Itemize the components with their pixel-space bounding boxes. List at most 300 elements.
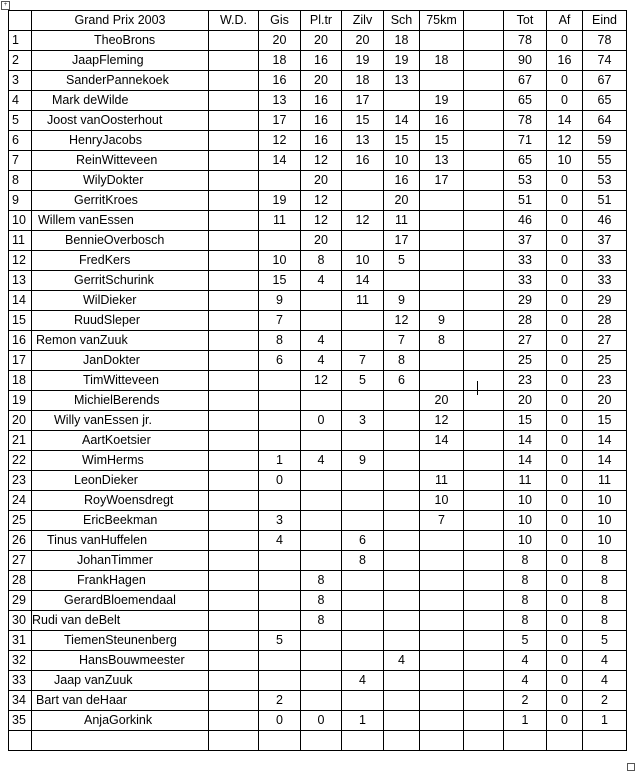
cell-wd[interactable] xyxy=(209,231,259,251)
cell-tot[interactable]: 8 xyxy=(504,611,547,631)
cell-name[interactable]: Rudi van deBelt xyxy=(32,611,209,631)
cell-75km[interactable] xyxy=(420,591,464,611)
cell-name[interactable]: Jaap vanZuuk xyxy=(32,671,209,691)
cell-wd[interactable] xyxy=(209,331,259,351)
cell-zilv[interactable] xyxy=(342,731,384,751)
cell-gis[interactable] xyxy=(259,431,301,451)
cell-af[interactable]: 0 xyxy=(547,71,583,91)
cell-eind[interactable]: 64 xyxy=(583,111,627,131)
cell-pltr[interactable] xyxy=(301,511,342,531)
cell-pltr[interactable] xyxy=(301,691,342,711)
cell-gis[interactable]: 7 xyxy=(259,311,301,331)
cell-tot[interactable]: 27 xyxy=(504,331,547,351)
cell-wd[interactable] xyxy=(209,531,259,551)
cell-name[interactable]: FrankHagen xyxy=(32,571,209,591)
cell-gis[interactable]: 5 xyxy=(259,631,301,651)
cell-pltr[interactable]: 8 xyxy=(301,591,342,611)
cell-af[interactable]: 0 xyxy=(547,611,583,631)
cell-eind[interactable]: 14 xyxy=(583,451,627,471)
cell-name[interactable]: LeonDieker xyxy=(32,471,209,491)
cell-af[interactable]: 0 xyxy=(547,431,583,451)
cell-eind[interactable]: 67 xyxy=(583,71,627,91)
cell-eind[interactable]: 37 xyxy=(583,231,627,251)
cell-blank[interactable] xyxy=(464,211,504,231)
cell-name[interactable]: HenryJacobs xyxy=(32,131,209,151)
cell-wd[interactable] xyxy=(209,151,259,171)
cell-name[interactable]: ReinWitteveen xyxy=(32,151,209,171)
cell-af[interactable]: 0 xyxy=(547,491,583,511)
cell-af[interactable]: 0 xyxy=(547,571,583,591)
cell-name[interactable]: GerardBloemendaal xyxy=(32,591,209,611)
cell-sch[interactable]: 18 xyxy=(384,31,420,51)
cell-eind[interactable]: 25 xyxy=(583,351,627,371)
cell-wd[interactable] xyxy=(209,371,259,391)
cell-tot[interactable]: 53 xyxy=(504,171,547,191)
cell-index[interactable]: 33 xyxy=(9,671,32,691)
cell-zilv[interactable]: 6 xyxy=(342,531,384,551)
cell-75km[interactable] xyxy=(420,631,464,651)
cell-blank[interactable] xyxy=(464,551,504,571)
cell-af[interactable]: 0 xyxy=(547,271,583,291)
cell-index[interactable]: 35 xyxy=(9,711,32,731)
cell-tot[interactable]: 1 xyxy=(504,711,547,731)
cell-tot[interactable]: 23 xyxy=(504,371,547,391)
cell-gis[interactable]: 11 xyxy=(259,211,301,231)
cell-index[interactable]: 23 xyxy=(9,471,32,491)
cell-75km[interactable]: 8 xyxy=(420,331,464,351)
cell-tot[interactable]: 25 xyxy=(504,351,547,371)
cell-af[interactable]: 0 xyxy=(547,31,583,51)
cell-index[interactable]: 14 xyxy=(9,291,32,311)
cell-pltr[interactable] xyxy=(301,291,342,311)
cell-sch[interactable] xyxy=(384,391,420,411)
cell-zilv[interactable]: 17 xyxy=(342,91,384,111)
cell-pltr[interactable]: 8 xyxy=(301,251,342,271)
cell-eind[interactable]: 51 xyxy=(583,191,627,211)
cell-gis[interactable]: 18 xyxy=(259,51,301,71)
table-move-handle-icon[interactable]: + xyxy=(1,1,10,10)
cell-blank[interactable] xyxy=(464,451,504,471)
cell-75km[interactable]: 10 xyxy=(420,491,464,511)
cell-sch[interactable] xyxy=(384,691,420,711)
cell-wd[interactable] xyxy=(209,351,259,371)
cell-sch[interactable] xyxy=(384,611,420,631)
cell-index[interactable]: 10 xyxy=(9,211,32,231)
cell-af[interactable] xyxy=(547,731,583,751)
cell-wd[interactable] xyxy=(209,91,259,111)
cell-name[interactable]: Willem vanEssen xyxy=(32,211,209,231)
cell-pltr[interactable] xyxy=(301,631,342,651)
cell-tot[interactable]: 90 xyxy=(504,51,547,71)
cell-blank[interactable] xyxy=(464,471,504,491)
cell-zilv[interactable]: 5 xyxy=(342,371,384,391)
cell-name[interactable]: WilyDokter xyxy=(32,171,209,191)
cell-index[interactable]: 22 xyxy=(9,451,32,471)
cell-wd[interactable] xyxy=(209,691,259,711)
cell-index[interactable]: 4 xyxy=(9,91,32,111)
cell-wd[interactable] xyxy=(209,431,259,451)
cell-75km[interactable]: 16 xyxy=(420,111,464,131)
cell-tot[interactable]: 71 xyxy=(504,131,547,151)
cell-eind[interactable]: 15 xyxy=(583,411,627,431)
cell-name[interactable]: BennieOverbosch xyxy=(32,231,209,251)
cell-tot[interactable]: 14 xyxy=(504,451,547,471)
cell-sch[interactable] xyxy=(384,631,420,651)
cell-zilv[interactable] xyxy=(342,651,384,671)
cell-eind[interactable]: 11 xyxy=(583,471,627,491)
cell-zilv[interactable]: 9 xyxy=(342,451,384,471)
cell-name[interactable]: AnjaGorkink xyxy=(32,711,209,731)
cell-eind[interactable]: 5 xyxy=(583,631,627,651)
cell-eind[interactable]: 8 xyxy=(583,571,627,591)
cell-tot[interactable]: 10 xyxy=(504,491,547,511)
cell-af[interactable]: 14 xyxy=(547,111,583,131)
cell-sch[interactable] xyxy=(384,431,420,451)
cell-zilv[interactable]: 10 xyxy=(342,251,384,271)
cell-zilv[interactable]: 8 xyxy=(342,551,384,571)
cell-zilv[interactable] xyxy=(342,391,384,411)
cell-sch[interactable] xyxy=(384,451,420,471)
cell-pltr[interactable]: 20 xyxy=(301,31,342,51)
cell-tot[interactable]: 4 xyxy=(504,651,547,671)
cell-eind[interactable]: 33 xyxy=(583,251,627,271)
cell-af[interactable]: 0 xyxy=(547,291,583,311)
cell-sch[interactable]: 5 xyxy=(384,251,420,271)
cell-blank[interactable] xyxy=(464,171,504,191)
cell-blank[interactable] xyxy=(464,611,504,631)
cell-af[interactable]: 0 xyxy=(547,591,583,611)
cell-sch[interactable]: 16 xyxy=(384,171,420,191)
cell-af[interactable]: 0 xyxy=(547,231,583,251)
cell-pltr[interactable]: 16 xyxy=(301,131,342,151)
cell-75km[interactable]: 12 xyxy=(420,411,464,431)
cell-gis[interactable] xyxy=(259,391,301,411)
cell-index[interactable]: 29 xyxy=(9,591,32,611)
cell-gis[interactable]: 12 xyxy=(259,131,301,151)
cell-eind[interactable] xyxy=(583,731,627,751)
cell-pltr[interactable]: 4 xyxy=(301,331,342,351)
cell-tot[interactable]: 11 xyxy=(504,471,547,491)
cell-name[interactable]: EricBeekman xyxy=(32,511,209,531)
cell-af[interactable]: 0 xyxy=(547,331,583,351)
cell-gis[interactable]: 3 xyxy=(259,511,301,531)
cell-gis[interactable]: 13 xyxy=(259,91,301,111)
cell-blank[interactable] xyxy=(464,371,504,391)
cell-tot[interactable]: 10 xyxy=(504,531,547,551)
cell-eind[interactable]: 59 xyxy=(583,131,627,151)
cell-tot[interactable]: 78 xyxy=(504,31,547,51)
cell-gis[interactable] xyxy=(259,671,301,691)
cell-pltr[interactable]: 4 xyxy=(301,271,342,291)
cell-blank[interactable] xyxy=(464,231,504,251)
cell-name[interactable]: Bart van deHaar xyxy=(32,691,209,711)
cell-zilv[interactable] xyxy=(342,691,384,711)
cell-75km[interactable] xyxy=(420,531,464,551)
cell-af[interactable]: 0 xyxy=(547,531,583,551)
cell-name[interactable]: HansBouwmeester xyxy=(32,651,209,671)
cell-wd[interactable] xyxy=(209,51,259,71)
cell-name[interactable]: WilDieker xyxy=(32,291,209,311)
cell-index[interactable] xyxy=(9,731,32,751)
cell-wd[interactable] xyxy=(209,671,259,691)
cell-index[interactable]: 30 xyxy=(9,611,32,631)
cell-blank[interactable] xyxy=(464,191,504,211)
cell-blank[interactable] xyxy=(464,31,504,51)
cell-gis[interactable] xyxy=(259,611,301,631)
cell-pltr[interactable]: 20 xyxy=(301,71,342,91)
cell-af[interactable]: 0 xyxy=(547,391,583,411)
cell-tot[interactable]: 65 xyxy=(504,151,547,171)
cell-tot[interactable]: 8 xyxy=(504,571,547,591)
cell-wd[interactable] xyxy=(209,291,259,311)
cell-wd[interactable] xyxy=(209,171,259,191)
cell-af[interactable]: 0 xyxy=(547,651,583,671)
cell-wd[interactable] xyxy=(209,551,259,571)
table-resize-handle-icon[interactable] xyxy=(627,763,635,771)
cell-wd[interactable] xyxy=(209,251,259,271)
cell-tot[interactable]: 15 xyxy=(504,411,547,431)
cell-pltr[interactable] xyxy=(301,651,342,671)
cell-blank[interactable] xyxy=(464,71,504,91)
cell-zilv[interactable]: 12 xyxy=(342,211,384,231)
cell-index[interactable]: 31 xyxy=(9,631,32,651)
cell-wd[interactable] xyxy=(209,511,259,531)
cell-name[interactable]: JohanTimmer xyxy=(32,551,209,571)
cell-sch[interactable]: 8 xyxy=(384,351,420,371)
cell-name[interactable]: GerritSchurink xyxy=(32,271,209,291)
cell-pltr[interactable]: 20 xyxy=(301,171,342,191)
cell-wd[interactable] xyxy=(209,471,259,491)
cell-75km[interactable] xyxy=(420,211,464,231)
cell-sch[interactable]: 7 xyxy=(384,331,420,351)
cell-pltr[interactable]: 0 xyxy=(301,711,342,731)
cell-name[interactable] xyxy=(32,731,209,751)
cell-eind[interactable]: 28 xyxy=(583,311,627,331)
cell-pltr[interactable]: 16 xyxy=(301,111,342,131)
cell-gis[interactable]: 19 xyxy=(259,191,301,211)
cell-gis[interactable]: 0 xyxy=(259,711,301,731)
cell-gis[interactable]: 9 xyxy=(259,291,301,311)
cell-gis[interactable]: 8 xyxy=(259,331,301,351)
cell-index[interactable]: 20 xyxy=(9,411,32,431)
cell-sch[interactable]: 20 xyxy=(384,191,420,211)
cell-wd[interactable] xyxy=(209,451,259,471)
cell-name[interactable]: RuudSleper xyxy=(32,311,209,331)
cell-eind[interactable]: 46 xyxy=(583,211,627,231)
cell-wd[interactable] xyxy=(209,271,259,291)
cell-zilv[interactable] xyxy=(342,631,384,651)
cell-af[interactable]: 0 xyxy=(547,91,583,111)
cell-zilv[interactable]: 7 xyxy=(342,351,384,371)
cell-sch[interactable]: 10 xyxy=(384,151,420,171)
cell-sch[interactable]: 13 xyxy=(384,71,420,91)
cell-sch[interactable] xyxy=(384,711,420,731)
cell-eind[interactable]: 55 xyxy=(583,151,627,171)
cell-blank[interactable] xyxy=(464,571,504,591)
cell-index[interactable]: 5 xyxy=(9,111,32,131)
cell-sch[interactable] xyxy=(384,571,420,591)
cell-name[interactable]: Remon vanZuuk xyxy=(32,331,209,351)
cell-75km[interactable] xyxy=(420,611,464,631)
cell-wd[interactable] xyxy=(209,631,259,651)
cell-75km[interactable] xyxy=(420,371,464,391)
cell-blank[interactable] xyxy=(464,591,504,611)
cell-pltr[interactable] xyxy=(301,491,342,511)
cell-pltr[interactable] xyxy=(301,471,342,491)
cell-eind[interactable]: 4 xyxy=(583,671,627,691)
cell-name[interactable]: GerritKroes xyxy=(32,191,209,211)
cell-name[interactable]: Tinus vanHuffelen xyxy=(32,531,209,551)
cell-75km[interactable] xyxy=(420,291,464,311)
cell-zilv[interactable] xyxy=(342,431,384,451)
cell-blank[interactable] xyxy=(464,431,504,451)
cell-75km[interactable] xyxy=(420,231,464,251)
cell-sch[interactable] xyxy=(384,671,420,691)
cell-wd[interactable] xyxy=(209,611,259,631)
cell-gis[interactable]: 10 xyxy=(259,251,301,271)
cell-gis[interactable]: 20 xyxy=(259,31,301,51)
cell-blank[interactable] xyxy=(464,331,504,351)
cell-af[interactable]: 0 xyxy=(547,411,583,431)
cell-blank[interactable] xyxy=(464,711,504,731)
cell-zilv[interactable]: 13 xyxy=(342,131,384,151)
cell-blank[interactable] xyxy=(464,491,504,511)
cell-tot[interactable]: 8 xyxy=(504,551,547,571)
cell-gis[interactable]: 4 xyxy=(259,531,301,551)
cell-pltr[interactable]: 4 xyxy=(301,451,342,471)
cell-pltr[interactable]: 12 xyxy=(301,191,342,211)
cell-75km[interactable]: 13 xyxy=(420,151,464,171)
cell-af[interactable]: 0 xyxy=(547,711,583,731)
cell-blank[interactable] xyxy=(464,131,504,151)
cell-eind[interactable]: 4 xyxy=(583,651,627,671)
cell-blank[interactable] xyxy=(464,651,504,671)
cell-blank[interactable] xyxy=(464,51,504,71)
cell-eind[interactable]: 29 xyxy=(583,291,627,311)
cell-blank[interactable] xyxy=(464,251,504,271)
cell-75km[interactable] xyxy=(420,651,464,671)
cell-zilv[interactable]: 16 xyxy=(342,151,384,171)
cell-sch[interactable]: 17 xyxy=(384,231,420,251)
cell-wd[interactable] xyxy=(209,111,259,131)
cell-gis[interactable]: 15 xyxy=(259,271,301,291)
cell-zilv[interactable] xyxy=(342,191,384,211)
cell-eind[interactable]: 8 xyxy=(583,611,627,631)
cell-pltr[interactable] xyxy=(301,391,342,411)
cell-75km[interactable]: 18 xyxy=(420,51,464,71)
cell-zilv[interactable]: 14 xyxy=(342,271,384,291)
cell-index[interactable]: 16 xyxy=(9,331,32,351)
cell-75km[interactable] xyxy=(420,551,464,571)
cell-pltr[interactable]: 12 xyxy=(301,211,342,231)
cell-eind[interactable]: 53 xyxy=(583,171,627,191)
cell-name[interactable]: TiemenSteunenberg xyxy=(32,631,209,651)
cell-blank[interactable] xyxy=(464,311,504,331)
cell-index[interactable]: 34 xyxy=(9,691,32,711)
cell-wd[interactable] xyxy=(209,71,259,91)
cell-pltr[interactable]: 12 xyxy=(301,371,342,391)
cell-blank[interactable] xyxy=(464,291,504,311)
cell-75km[interactable] xyxy=(420,351,464,371)
cell-75km[interactable]: 20 xyxy=(420,391,464,411)
cell-wd[interactable] xyxy=(209,711,259,731)
cell-zilv[interactable] xyxy=(342,491,384,511)
cell-gis[interactable] xyxy=(259,551,301,571)
cell-sch[interactable]: 6 xyxy=(384,371,420,391)
cell-pltr[interactable]: 20 xyxy=(301,231,342,251)
cell-sch[interactable]: 12 xyxy=(384,311,420,331)
cell-sch[interactable]: 19 xyxy=(384,51,420,71)
cell-wd[interactable] xyxy=(209,651,259,671)
cell-index[interactable]: 8 xyxy=(9,171,32,191)
cell-tot[interactable]: 37 xyxy=(504,231,547,251)
cell-tot[interactable]: 67 xyxy=(504,71,547,91)
cell-index[interactable]: 12 xyxy=(9,251,32,271)
cell-sch[interactable] xyxy=(384,531,420,551)
cell-name[interactable]: MichielBerends xyxy=(32,391,209,411)
cell-af[interactable]: 0 xyxy=(547,191,583,211)
cell-gis[interactable] xyxy=(259,571,301,591)
cell-pltr[interactable] xyxy=(301,731,342,751)
cell-gis[interactable]: 6 xyxy=(259,351,301,371)
cell-af[interactable]: 0 xyxy=(547,171,583,191)
cell-af[interactable]: 0 xyxy=(547,451,583,471)
cell-eind[interactable]: 65 xyxy=(583,91,627,111)
cell-af[interactable]: 0 xyxy=(547,551,583,571)
cell-tot[interactable]: 8 xyxy=(504,591,547,611)
cell-tot[interactable]: 2 xyxy=(504,691,547,711)
cell-name[interactable]: JanDokter xyxy=(32,351,209,371)
cell-zilv[interactable] xyxy=(342,471,384,491)
cell-pltr[interactable]: 8 xyxy=(301,611,342,631)
cell-tot[interactable]: 46 xyxy=(504,211,547,231)
cell-zilv[interactable]: 20 xyxy=(342,31,384,51)
cell-gis[interactable]: 14 xyxy=(259,151,301,171)
cell-index[interactable]: 18 xyxy=(9,371,32,391)
cell-75km[interactable]: 15 xyxy=(420,131,464,151)
cell-gis[interactable]: 16 xyxy=(259,71,301,91)
cell-eind[interactable]: 2 xyxy=(583,691,627,711)
cell-sch[interactable]: 11 xyxy=(384,211,420,231)
cell-wd[interactable] xyxy=(209,211,259,231)
cell-index[interactable]: 1 xyxy=(9,31,32,51)
cell-blank[interactable] xyxy=(464,91,504,111)
cell-tot[interactable] xyxy=(504,731,547,751)
cell-eind[interactable]: 14 xyxy=(583,431,627,451)
cell-sch[interactable] xyxy=(384,551,420,571)
cell-gis[interactable] xyxy=(259,491,301,511)
cell-blank[interactable] xyxy=(464,271,504,291)
cell-pltr[interactable] xyxy=(301,551,342,571)
cell-zilv[interactable] xyxy=(342,311,384,331)
cell-wd[interactable] xyxy=(209,491,259,511)
cell-tot[interactable]: 14 xyxy=(504,431,547,451)
cell-zilv[interactable] xyxy=(342,231,384,251)
cell-name[interactable]: SanderPannekoek xyxy=(32,71,209,91)
cell-index[interactable]: 15 xyxy=(9,311,32,331)
cell-eind[interactable]: 10 xyxy=(583,531,627,551)
cell-wd[interactable] xyxy=(209,311,259,331)
cell-blank[interactable] xyxy=(464,151,504,171)
cell-gis[interactable]: 1 xyxy=(259,451,301,471)
cell-name[interactable]: RoyWoensdregt xyxy=(32,491,209,511)
cell-zilv[interactable]: 1 xyxy=(342,711,384,731)
cell-af[interactable]: 0 xyxy=(547,311,583,331)
cell-gis[interactable]: 0 xyxy=(259,471,301,491)
cell-index[interactable]: 27 xyxy=(9,551,32,571)
cell-zilv[interactable] xyxy=(342,611,384,631)
cell-name[interactable]: AartKoetsier xyxy=(32,431,209,451)
